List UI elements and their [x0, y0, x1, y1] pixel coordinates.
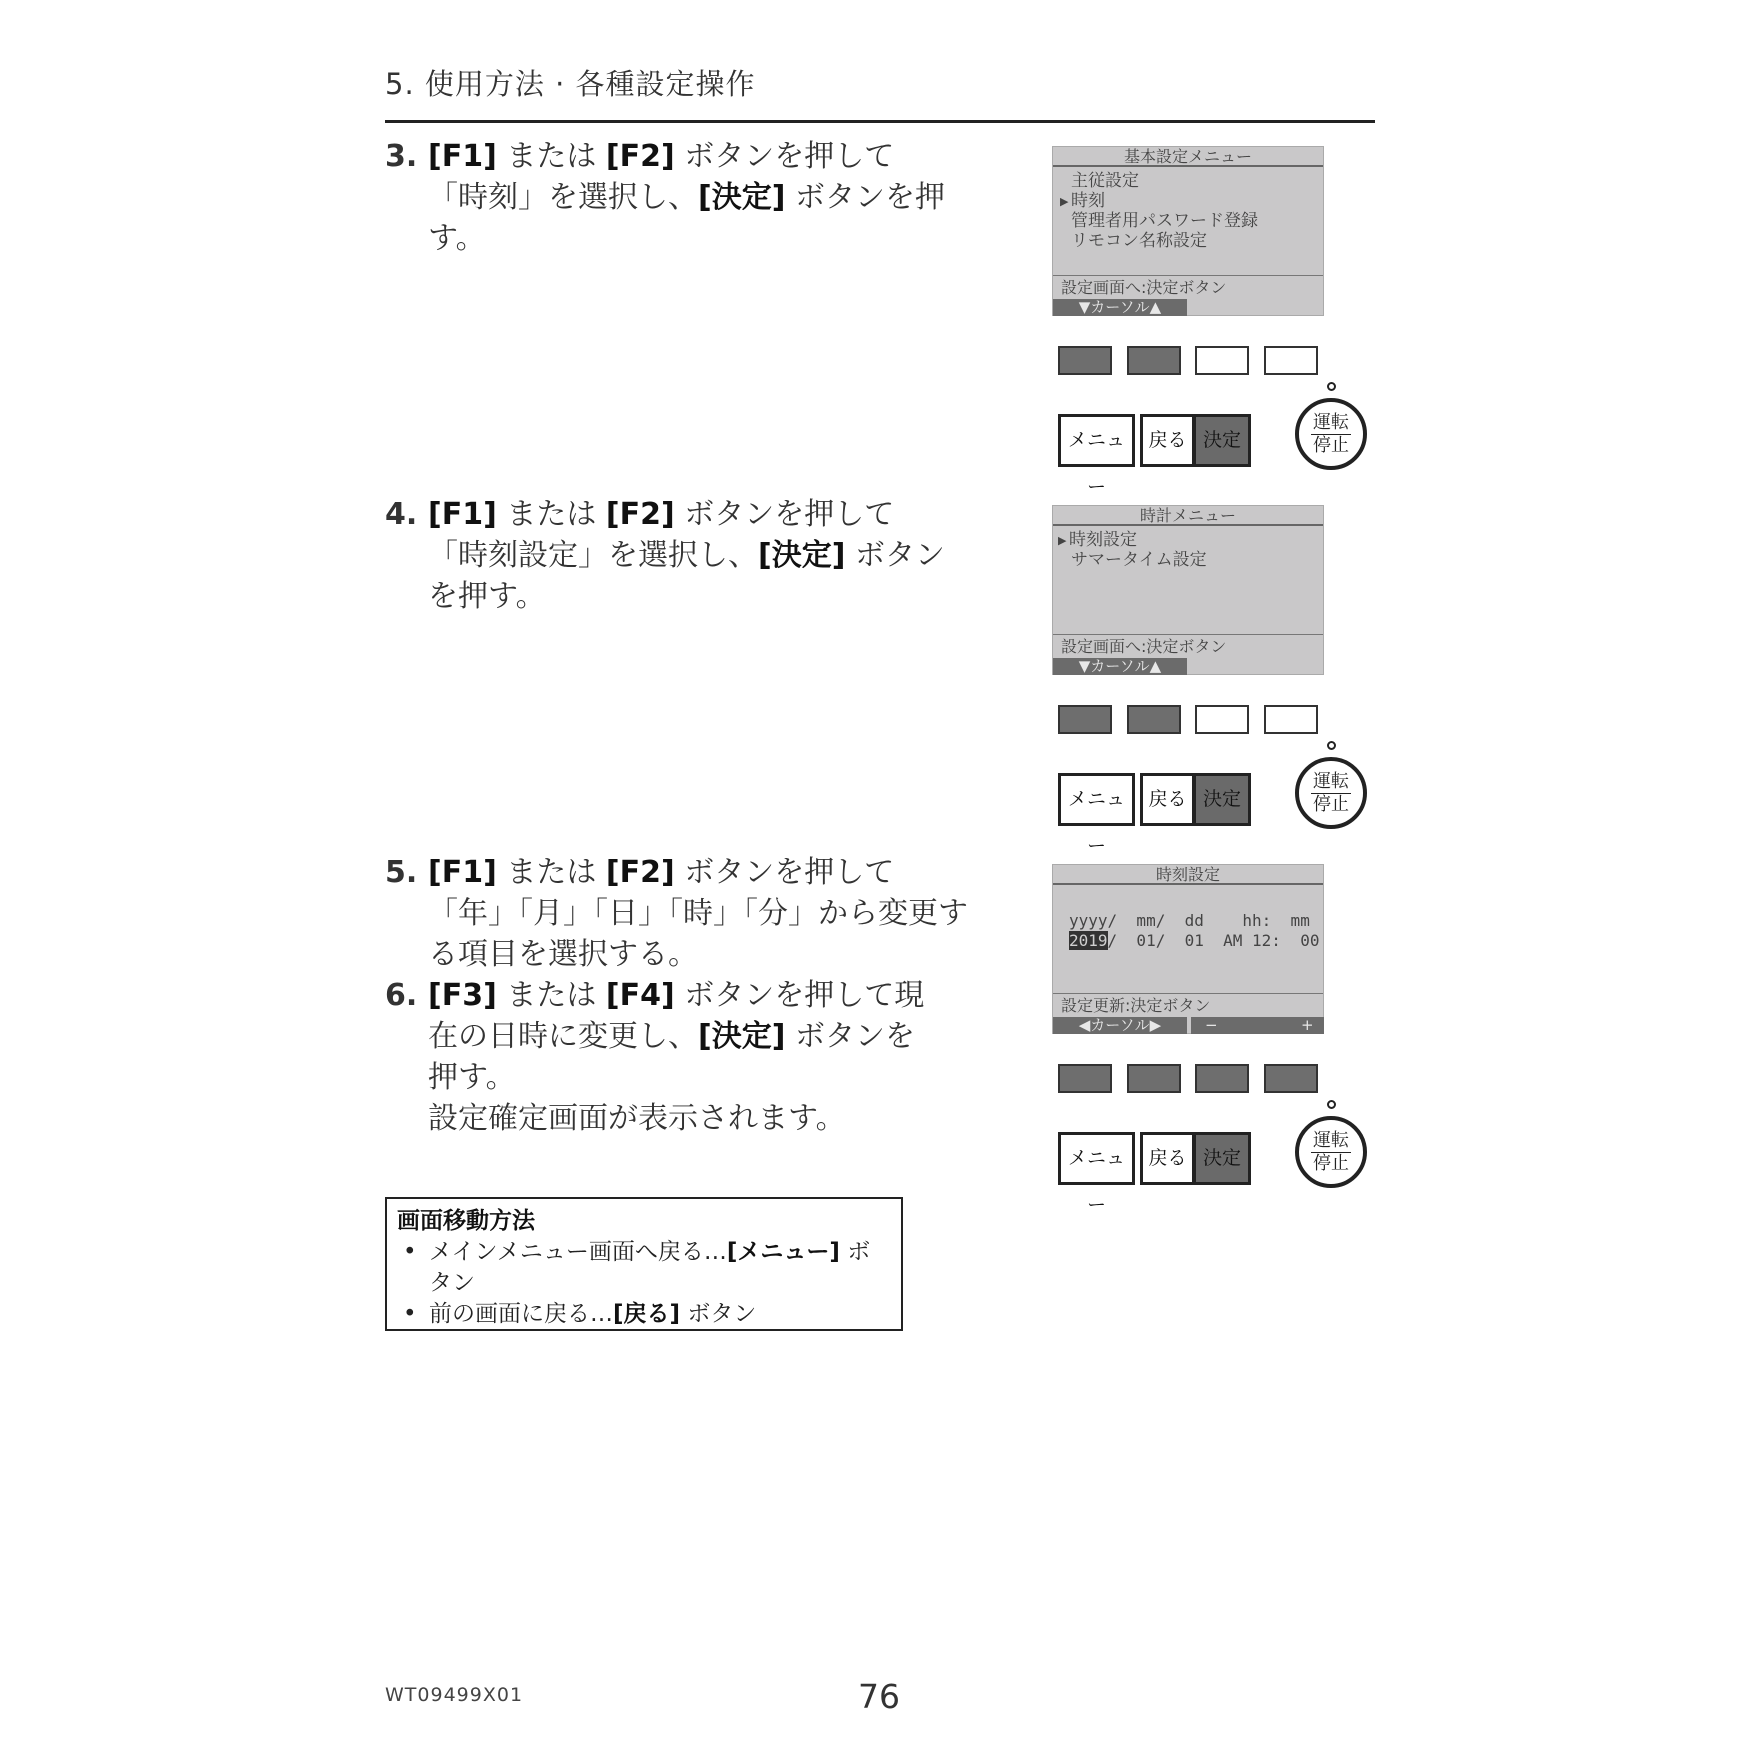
info-box-title: 画面移動方法: [397, 1208, 535, 1234]
bold-term: [決定]: [758, 538, 846, 573]
step-line: [385, 136, 925, 177]
step-line: [385, 852, 925, 893]
lcd-menu-item-selected: ▶ 時刻設定: [1069, 530, 1137, 550]
f2-button[interactable]: [1127, 705, 1181, 734]
lcd-divider: [1053, 275, 1323, 276]
lcd-cursor-label: ▼カーソル▲: [1053, 299, 1187, 316]
power-led-icon: [1327, 382, 1336, 391]
bold-term: [F1]: [428, 855, 497, 890]
text-run: ボタンを押: [785, 180, 945, 215]
info-item-1: [397, 1299, 891, 1330]
step-number: 6.: [385, 978, 418, 1013]
f4-button[interactable]: [1264, 1064, 1318, 1093]
menu-button[interactable]: メニュー: [1058, 1132, 1135, 1185]
f1-button[interactable]: [1058, 705, 1112, 734]
f2-button[interactable]: [1127, 346, 1181, 375]
text-run: または: [496, 497, 606, 532]
lcd-menu-item: リモコン名称設定: [1071, 231, 1207, 251]
enter-button[interactable]: 決定: [1195, 414, 1251, 467]
lcd-menu-item: 管理者用パスワード登録: [1071, 211, 1258, 231]
info-item-text: [429, 1301, 756, 1327]
bullet: •: [403, 1239, 417, 1265]
text-run: ボタンを: [785, 1019, 915, 1054]
step-line: [385, 218, 925, 259]
text-run: ボタンを押して: [674, 497, 895, 532]
section-title: 5. 使用方法 · 各種設定操作: [385, 67, 756, 101]
text-run: または: [496, 978, 606, 1013]
step-number: 5.: [385, 855, 418, 890]
step-4: [385, 494, 945, 617]
text-run: 前の画面に戻る…: [429, 1301, 613, 1327]
lcd-title: 時刻設定: [1053, 865, 1323, 885]
lcd-hint: 設定画面へ:決定ボタン: [1061, 637, 1227, 656]
f1-button[interactable]: [1058, 1064, 1112, 1093]
lcd-divider: [1053, 993, 1323, 994]
power-button[interactable]: [1295, 1116, 1367, 1188]
text-run: ボタンを押して: [674, 855, 895, 890]
enter-button[interactable]: 決定: [1195, 1132, 1251, 1185]
text-run: を押す。: [428, 579, 546, 614]
lcd-hint: 設定更新:決定ボタン: [1061, 996, 1211, 1015]
bold-term: [戻る]: [613, 1301, 681, 1327]
lcd-cursor-label: ◀カーソル▶: [1053, 1017, 1187, 1034]
lcd-cursor-label: ▼カーソル▲: [1053, 658, 1187, 675]
document-code: WT09499X01: [385, 1684, 524, 1706]
f3-button[interactable]: [1195, 346, 1249, 375]
bold-term: [決定]: [698, 180, 786, 215]
power-led-icon: [1327, 741, 1336, 750]
text-run: ボタンを押して: [674, 139, 895, 174]
step-3: [385, 136, 945, 259]
back-button[interactable]: 戻る: [1140, 414, 1195, 467]
step-5: [385, 852, 968, 975]
power-label-stop: 停止: [1313, 435, 1349, 456]
bullet: •: [403, 1301, 417, 1327]
menu-button[interactable]: メニュー: [1058, 414, 1135, 467]
text-run: または: [496, 855, 606, 890]
step-line: [385, 893, 968, 934]
lcd-title: 基本設定メニュー: [1053, 147, 1323, 167]
text-run: メインメニュー画面へ戻る…: [429, 1239, 727, 1265]
step-line: [385, 576, 925, 617]
power-label-run: 運転: [1313, 1130, 1349, 1151]
enter-button[interactable]: 決定: [1195, 773, 1251, 826]
text-run: ボタン: [680, 1301, 757, 1327]
lcd-menu-item-selected: ▶ 時刻: [1071, 191, 1105, 211]
text-run: または: [496, 139, 606, 174]
power-label-stop: 停止: [1313, 794, 1349, 815]
plus-label: +: [1301, 1016, 1314, 1034]
text-run: 在の日時に変更し、: [428, 1019, 698, 1054]
step-line: [385, 535, 945, 576]
lcd-adjust-label: [1191, 1017, 1324, 1034]
minus-label: −: [1205, 1016, 1218, 1034]
power-label-stop: 停止: [1313, 1153, 1349, 1174]
bold-term: [決定]: [698, 1019, 786, 1054]
text-run: 押す。: [428, 1060, 516, 1095]
step-6: [385, 975, 925, 1139]
bold-term: [メニュー]: [726, 1239, 840, 1265]
power-label-run: 運転: [1313, 412, 1349, 433]
f4-button[interactable]: [1264, 346, 1318, 375]
lcd-menu-item: サマータイム設定: [1071, 550, 1207, 570]
title-divider: [385, 120, 1375, 123]
f3-button[interactable]: [1195, 1064, 1249, 1093]
bold-term: [F2]: [605, 855, 675, 890]
f3-button[interactable]: [1195, 705, 1249, 734]
step-line: [385, 177, 945, 218]
step-line: [385, 1098, 925, 1139]
page-number: 76: [858, 1677, 900, 1716]
step-line: [385, 1057, 925, 1098]
step-line: [385, 494, 925, 535]
power-button[interactable]: [1295, 757, 1367, 829]
bold-term: [F2]: [605, 139, 675, 174]
lcd-time-values: [1069, 931, 1319, 951]
f2-button[interactable]: [1127, 1064, 1181, 1093]
bold-term: [F4]: [605, 978, 675, 1013]
f4-button[interactable]: [1264, 705, 1318, 734]
lcd-time-labels: yyyy/ mm/ dd hh: mm: [1069, 911, 1310, 930]
bold-term: [F2]: [605, 497, 675, 532]
text-run: 「時刻」を選択し、: [428, 180, 698, 215]
back-button[interactable]: 戻る: [1140, 773, 1195, 826]
info-item-0: [397, 1237, 891, 1299]
menu-button[interactable]: メニュー: [1058, 773, 1135, 826]
step-line: [385, 934, 925, 975]
power-button[interactable]: [1295, 398, 1367, 470]
lcd-year-selected: 2019: [1069, 931, 1108, 950]
text-run: ボタン: [845, 538, 945, 573]
text-run: ボタンを押して現: [674, 978, 925, 1013]
step-line: [385, 1016, 925, 1057]
text-run: る項目を選択する。: [428, 937, 698, 972]
text-run: 「年」「月」「日」「時」「分」から変更す: [428, 896, 968, 931]
lcd-hint: 設定画面へ:決定ボタン: [1061, 278, 1227, 297]
power-label-run: 運転: [1313, 771, 1349, 792]
text-run: す。: [428, 221, 486, 256]
screen-navigation-box: [385, 1197, 903, 1331]
step-line: [385, 975, 925, 1016]
lcd-clock-menu: [1052, 505, 1324, 675]
step-number: 4.: [385, 497, 418, 532]
lcd-title: 時計メニュー: [1053, 506, 1323, 526]
lcd-date-time: / 01/ 01 AM 12: 00: [1107, 931, 1320, 950]
lcd-basic-settings-menu: [1052, 146, 1324, 316]
lcd-time-setting: [1052, 864, 1324, 1034]
info-item-text: [429, 1239, 870, 1296]
power-led-icon: [1327, 1100, 1336, 1109]
bold-term: [F3]: [428, 978, 497, 1013]
bold-term: [F1]: [428, 139, 497, 174]
text-run: 「時刻設定」を選択し、: [428, 538, 758, 573]
back-button[interactable]: 戻る: [1140, 1132, 1195, 1185]
step-number: 3.: [385, 139, 418, 174]
bold-term: [F1]: [428, 497, 497, 532]
lcd-menu-item: 主従設定: [1071, 171, 1139, 191]
text-run: ボ: [839, 1239, 871, 1265]
f1-button[interactable]: [1058, 346, 1112, 375]
text-run: タン: [429, 1270, 475, 1296]
text-run: 設定確定画面が表示されます。: [428, 1101, 846, 1136]
lcd-divider: [1053, 634, 1323, 635]
